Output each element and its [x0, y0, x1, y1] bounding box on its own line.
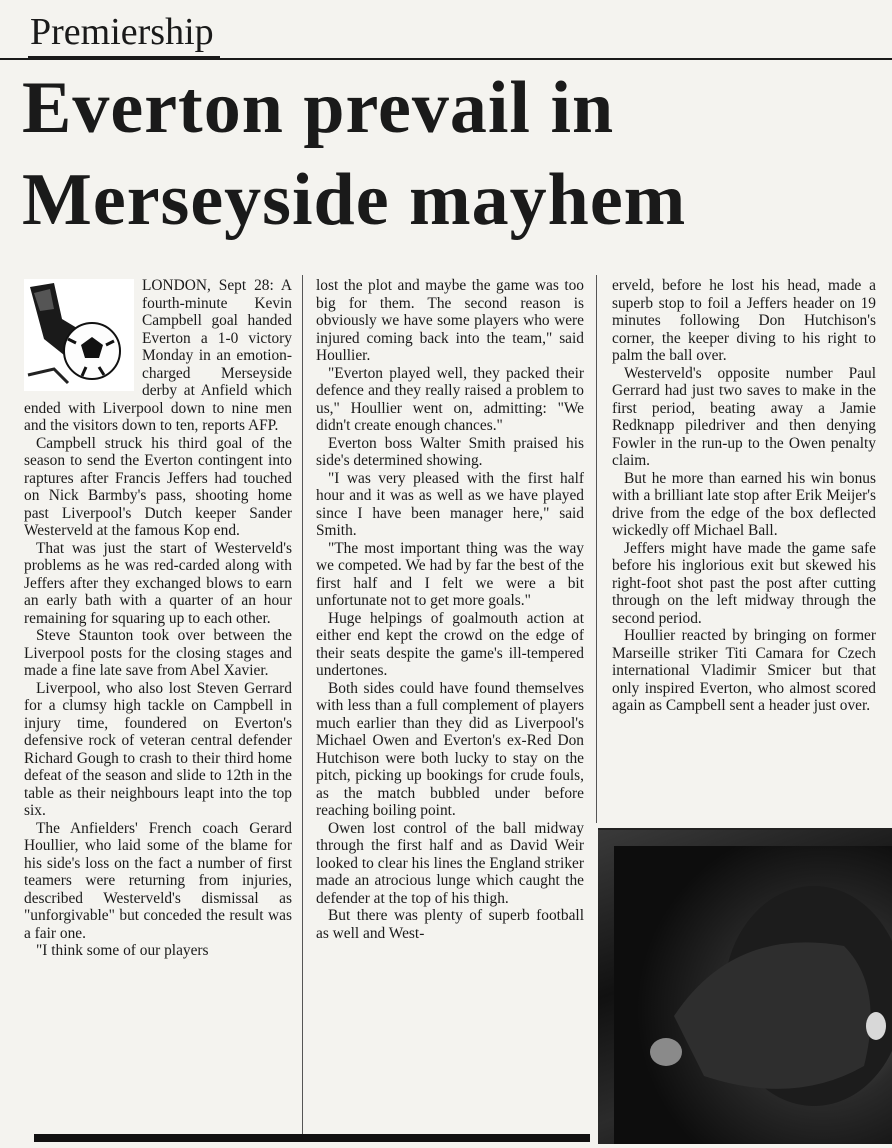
column-rule — [302, 275, 303, 1135]
paragraph: Westerveld's opposite number Paul Gerrard had just two saves to make in the first period, beating away a Jamie Redknapp piledriver and then denying Fowler in the run-up to the Owen penalty claim. — [612, 364, 876, 469]
column-rule — [596, 275, 597, 823]
paragraph: Campbell struck his third goal of the season to send the Everton contingent into raptures after Francis Jeffers had touched on Nick Barmby's pass, shooting home past Liverpool's Dutch keeper Sander Westerveld at the famous Kop end. — [24, 434, 292, 539]
article-column-2 — [316, 277, 584, 942]
headline-line-1: Everton prevail in — [22, 67, 615, 149]
football-boot-ball-icon — [24, 279, 134, 391]
article-column-1 — [24, 277, 292, 960]
top-rule — [0, 58, 892, 60]
paragraph: "The most important thing was the way we competed. We had by far the best of the first half and I felt we were a bit unfortunate not to get more goals." — [316, 539, 584, 609]
paragraph: erveld, before he lost his head, made a superb stop to foil a Jeffers header on 19 minutes following Don Hutchison's corner, the keeper diving to his right to palm the ball over. — [612, 277, 876, 364]
match-photo-image — [614, 846, 892, 1144]
paragraph: "I think some of our players — [36, 942, 209, 959]
paragraph: Jeffers might have made the game safe before his inglorious exit but skewed his right-foot shot past the post after cutting through on the left midway through the second period. — [612, 539, 876, 627]
paragraph: That was just the start of Westerveld's problems as he was red-carded along with Jeffers after they exchanged blows to earn an early bath with a quarter of an hour remaining for squaring up to each other. — [24, 539, 292, 627]
paragraph: Both sides could have found themselves with less than a full complement of players much earlier than they did as Liverpool's Michael Owen and Everton's ex-Red Don Hutchison were both lucky to stay on the pitch, picking up bookings for crude fouls, as the match bubbled under before reaching boiling point. — [316, 679, 584, 819]
paragraph: Liverpool, who also lost Steven Gerrard for a clumsy high tackle on Campbell in injury time, foundered on Everton's defensive rock of veteran central defender Richard Gough to crash to their third home defeat of the season and slide to 12th in the table as their neighbours leapt into the top six. — [24, 679, 292, 819]
paragraph: Owen lost control of the ball midway through the first half and as David Weir looked to clear his lines the England striker made an atrocious lunge which caught the defender at the top of his thigh. — [316, 819, 584, 907]
paragraph: Houllier reacted by bringing on former Marseille striker Titi Camara for Czech international Vladimir Smicer but that only inspired Everton, who almost scored again as Campbell sent a header just over. — [612, 627, 876, 714]
match-photo — [598, 828, 892, 1144]
paragraph: But there was plenty of superb football as well and West- — [316, 907, 584, 942]
article-column-3 — [612, 277, 876, 715]
headline — [22, 62, 892, 246]
paragraph: "I was very pleased with the first half hour and it was as well as we have played since I have been manager here," said Smith. — [316, 469, 584, 539]
paragraph: lost the plot and maybe the game was too big for them. The second reason is obviously we have some players who were injured coming back into the team," said Houllier. — [316, 277, 584, 364]
section-label: Premiership — [28, 10, 220, 59]
headline-line-2: Merseyside mayhem — [22, 159, 687, 241]
paragraph: LONDON, Sept 28: A fourth-minute Kevin Campbell goal handed Everton a 1-0 victory Monday in an emotion-charged Merseyside derby at Anfield which ended with Liverpool down to nine men and the visitors down to ten, reports AFP. — [24, 277, 292, 434]
paragraph: But he more than earned his win bonus with a brilliant late stop after Erik Meijer's drive from the edge of the box deflected wickedly off Michael Ball. — [612, 469, 876, 539]
paragraph: The Anfielders' French coach Gerard Houllier, who laid some of the blame for his side's loss on the fact a number of first teamers were returning from injuries, described Westerveld's dismissal as "unforgivable" but conceded the result was a fair one. — [24, 819, 292, 942]
paragraph: Everton boss Walter Smith praised his side's determined showing. — [316, 434, 584, 469]
bottom-rule — [34, 1134, 590, 1142]
paragraph: Huge helpings of goalmouth action at either end kept the crowd on the edge of their seats despite the game's ill-tempered undertones. — [316, 609, 584, 679]
paragraph: "Everton played well, they packed their defence and they really raised a problem to us," Houllier went on, admitting: "We didn't create enough chances." — [316, 364, 584, 434]
paragraph: Steve Staunton took over between the Liverpool posts for the closing stages and made a fine late save from Abel Xavier. — [24, 627, 292, 679]
